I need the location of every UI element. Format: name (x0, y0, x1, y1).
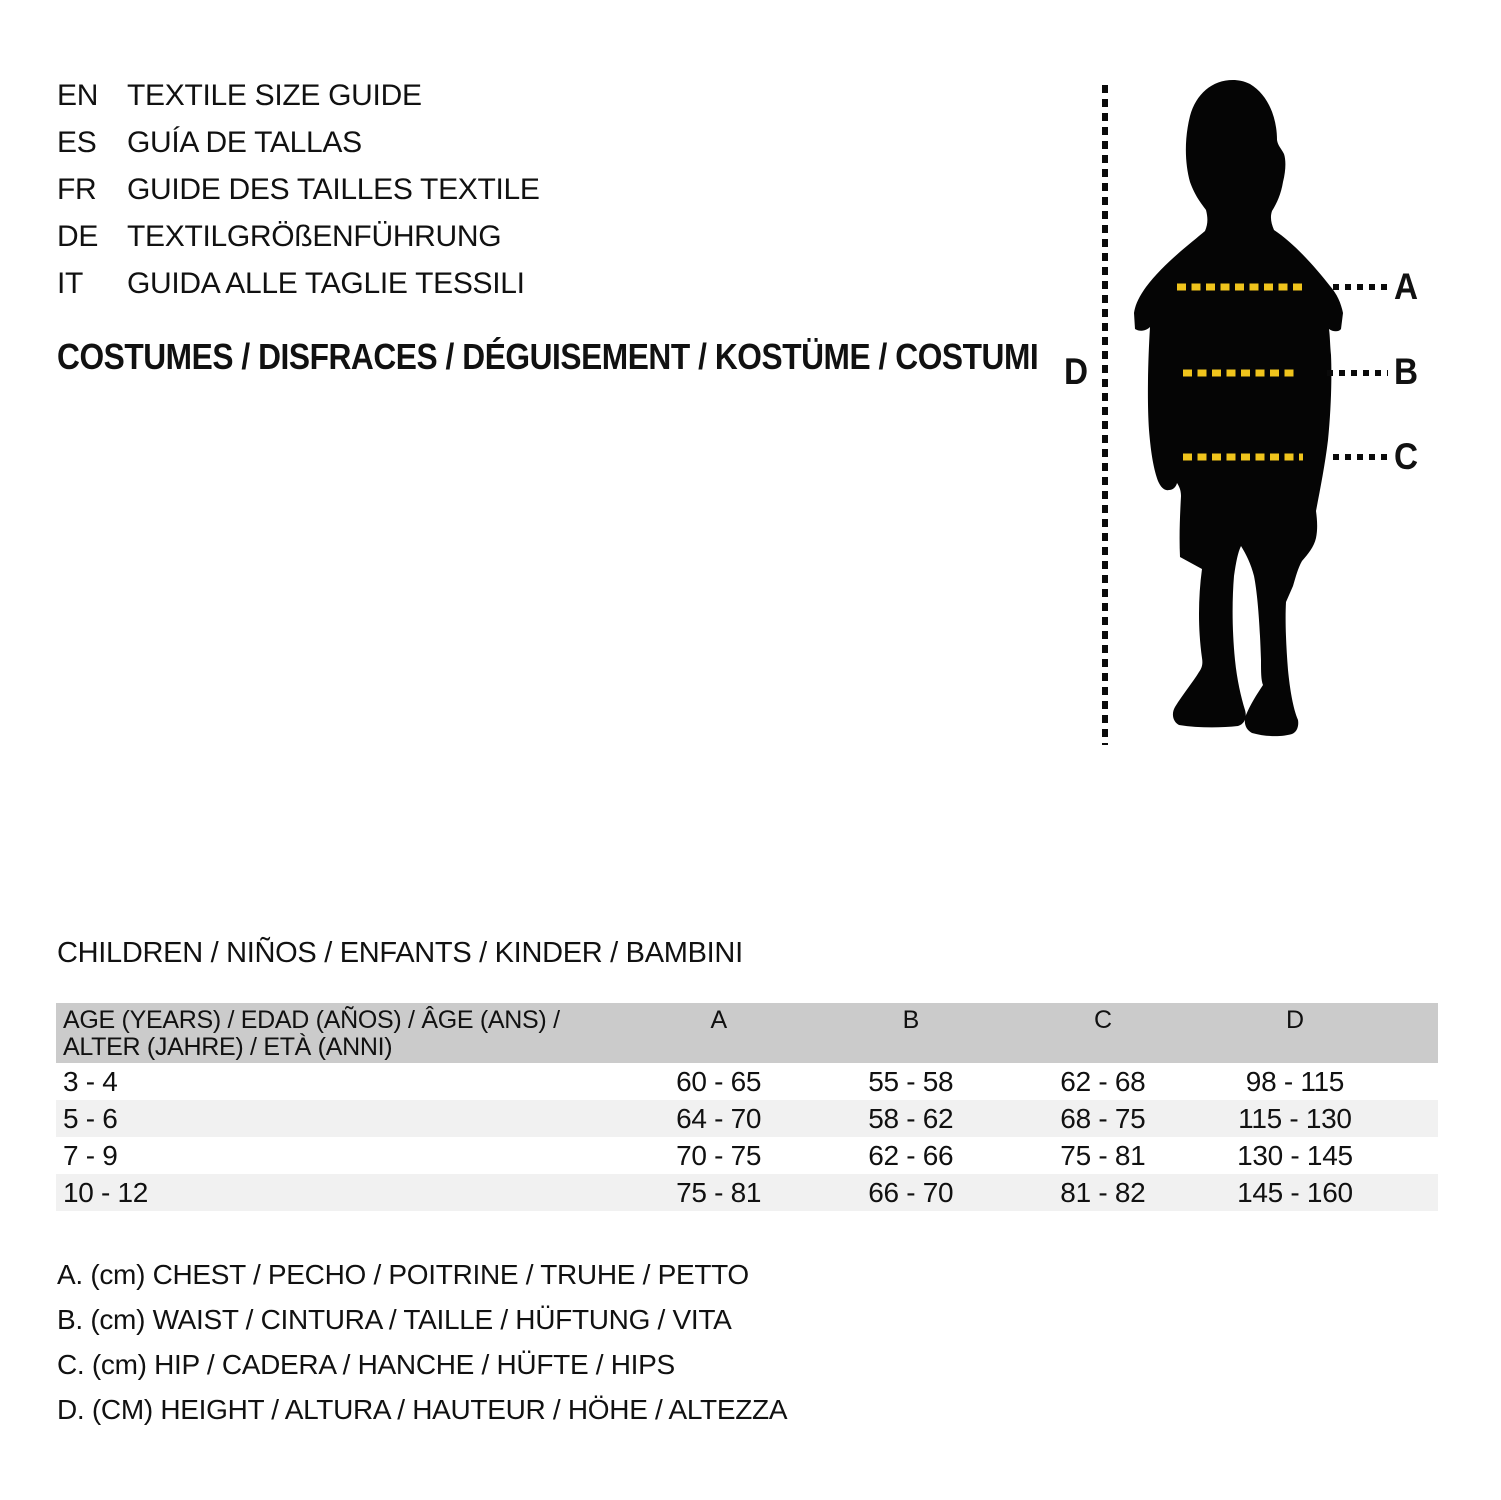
language-row-en (57, 72, 540, 119)
language-code: IT (57, 267, 84, 300)
size-table (56, 1003, 1438, 1211)
height-label-d: D (1064, 351, 1088, 392)
measurement-legend (57, 1252, 787, 1432)
cell-a: 70 - 75 (676, 1140, 762, 1171)
language-row-it (57, 260, 540, 307)
cell-d: 145 - 160 (1237, 1177, 1353, 1208)
language-code: ES (57, 126, 97, 159)
cell-b: 66 - 70 (868, 1177, 954, 1208)
child-silhouette (1134, 80, 1343, 736)
cell-b: 62 - 66 (868, 1140, 954, 1171)
language-row-es (57, 119, 540, 166)
cell-c: 62 - 68 (1060, 1066, 1146, 1097)
cell-c: 75 - 81 (1060, 1140, 1146, 1171)
chest-label-a: A (1394, 266, 1418, 307)
section-title-children: CHILDREN / NIÑOS / ENFANTS / KINDER / BAMBINI (57, 937, 743, 969)
language-code: FR (57, 173, 97, 206)
header-col-c: C (1093, 1006, 1112, 1034)
legend-item-waist: B. (cm) WAIST / CINTURA / TAILLE / HÜFTUNG / VITA (57, 1304, 732, 1335)
language-label: TEXTILGRÖßENFÜHRUNG (127, 220, 502, 253)
cell-c: 68 - 75 (1060, 1103, 1146, 1134)
child-silhouette-figure (1050, 60, 1470, 770)
table-row (56, 1137, 1438, 1174)
cell-c: 81 - 82 (1060, 1177, 1146, 1208)
category-title: COSTUMES / DISFRACES / DÉGUISEMENT / KOSTÜME / COSTUMI (57, 336, 1039, 377)
header-age-line2: ALTER (JAHRE) / ETÀ (ANNI) (63, 1033, 393, 1061)
language-code: DE (57, 220, 99, 253)
cell-d: 130 - 145 (1237, 1140, 1353, 1171)
size-table-header (56, 1003, 1438, 1063)
language-label: GUIDA ALLE TAGLIE TESSILI (127, 267, 525, 300)
cell-d: 98 - 115 (1245, 1066, 1345, 1097)
language-row-de (57, 213, 540, 260)
cell-age: 7 - 9 (63, 1140, 118, 1171)
table-row (56, 1100, 1438, 1137)
language-row-fr (57, 166, 540, 213)
language-list (57, 72, 540, 307)
header-age-line1: AGE (YEARS) / EDAD (AÑOS) / ÂGE (ANS) / (63, 1006, 560, 1034)
waist-label-b: B (1394, 351, 1418, 392)
cell-age: 3 - 4 (63, 1066, 118, 1097)
table-row (56, 1174, 1438, 1211)
legend-item-height: D. (CM) HEIGHT / ALTURA / HAUTEUR / HÖHE / ALTEZZA (57, 1394, 788, 1425)
language-label: GUIDE DES TAILLES TEXTILE (127, 173, 540, 206)
language-label: GUÍA DE TALLAS (127, 126, 362, 159)
header-col-a: A (710, 1006, 727, 1034)
cell-d: 115 - 130 (1238, 1103, 1352, 1134)
cell-a: 64 - 70 (676, 1103, 762, 1134)
child-silhouette-graphic (1050, 60, 1470, 770)
header-col-b: B (902, 1006, 919, 1034)
cell-age: 10 - 12 (63, 1177, 149, 1208)
cell-b: 55 - 58 (868, 1066, 954, 1097)
legend-item-hip: C. (cm) HIP / CADERA / HANCHE / HÜFTE / HIPS (57, 1349, 675, 1380)
cell-a: 75 - 81 (676, 1177, 762, 1208)
table-row (56, 1063, 1438, 1100)
cell-b: 58 - 62 (868, 1103, 954, 1134)
header-col-d: D (1286, 1006, 1304, 1034)
legend-item-chest: A. (cm) CHEST / PECHO / POITRINE / TRUHE / PETTO (57, 1259, 749, 1290)
language-code: EN (57, 79, 99, 112)
language-label: TEXTILE SIZE GUIDE (127, 79, 422, 112)
cell-a: 60 - 65 (676, 1066, 762, 1097)
hip-label-c: C (1394, 436, 1418, 477)
header-age (56, 1003, 623, 1063)
cell-age: 5 - 6 (63, 1103, 118, 1134)
